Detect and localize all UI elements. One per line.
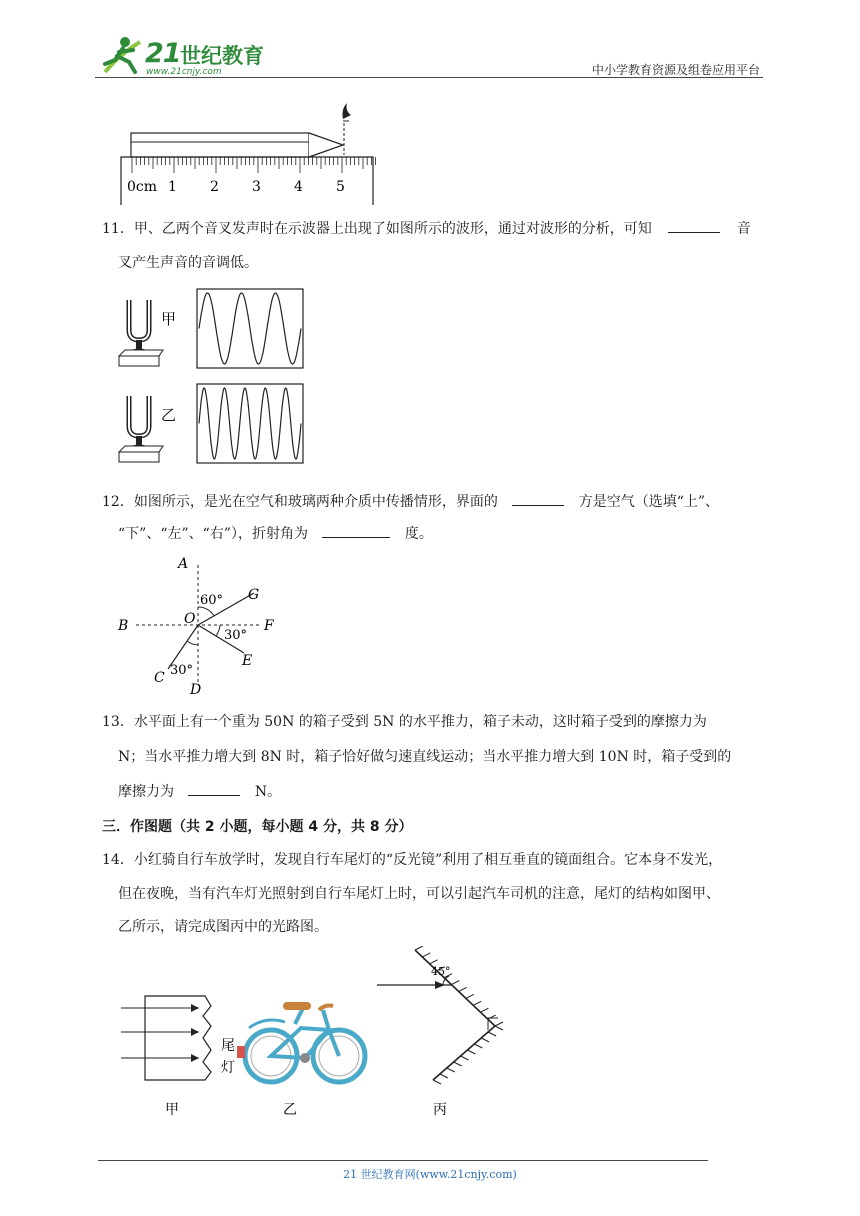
q12-answer-blank-1[interactable]	[512, 491, 564, 506]
q14-line3: 乙所示，请完成图丙中的光路图。	[118, 919, 328, 935]
mirror-hatch	[454, 1062, 462, 1066]
label-G: G	[248, 587, 260, 603]
q12-answer-blank-2[interactable]	[322, 523, 390, 538]
ruler-figure	[115, 95, 380, 207]
label-B: B	[118, 618, 129, 634]
header-platform-text: 中小学教育资源及组卷应用平台	[591, 63, 760, 77]
q12-line2-end: 度。	[404, 526, 433, 542]
label-weideng-2: 灯	[221, 1060, 235, 1076]
q13-line3	[118, 781, 281, 802]
mirror-hatch	[481, 1038, 489, 1042]
reflector-jia	[121, 996, 211, 1118]
angle-60: 60°	[200, 593, 224, 608]
bicycle-image	[237, 1002, 365, 1118]
logo-number: 21	[145, 38, 181, 69]
question-12	[102, 491, 762, 512]
section-3-title: 三．作图题（共 2 小题，每小题 4 分，共 8 分）	[102, 819, 413, 835]
q12-line2	[118, 523, 433, 544]
header-divider	[95, 77, 763, 78]
ruler	[121, 157, 376, 205]
mirror-hatch	[473, 1001, 481, 1005]
mirror-hatch	[422, 953, 430, 957]
mirror-hatch	[447, 1068, 455, 1072]
mirror-bing	[377, 946, 503, 1118]
tuning-fork-figure	[115, 284, 310, 474]
mirror-hatch	[451, 981, 459, 985]
mirror-hatch	[467, 1050, 475, 1054]
ruler-tick-2: 2	[210, 179, 219, 195]
tuning-fork-jia	[119, 300, 176, 366]
tail-light-figure	[115, 946, 515, 1122]
q11-answer-blank[interactable]	[668, 218, 720, 233]
q13-line3-end: N。	[254, 784, 282, 800]
mirror-hatch	[466, 994, 474, 998]
mirror-hatch	[433, 1080, 441, 1084]
tuning-fork-yi	[119, 396, 176, 462]
q13-answer-blank[interactable]	[188, 781, 240, 796]
fork-label-jia: 甲	[161, 310, 177, 328]
mirror-hatch	[495, 1026, 503, 1030]
q12-line2-text: “下”、“左”、“右”），折射角为	[118, 526, 308, 542]
label-A: A	[178, 556, 189, 572]
runner-logo-icon	[95, 34, 145, 78]
label-E: E	[242, 653, 253, 669]
eye-icon	[343, 103, 352, 155]
q13-line2: N；当水平推力增大到 8N 时，箱子恰好做匀速直线运动；当水平推力增大到 10N 时，箱子受到的	[118, 749, 732, 765]
mirror-hatch	[415, 946, 423, 950]
q13-line1: 13．水平面上有一个重为 50N 的箱子受到 5N 的水平推力，箱子未动，这时箱子受到的摩擦力为	[102, 714, 707, 730]
footer-text: 21 世纪教育网(www.21cnjy.com)	[343, 1168, 517, 1181]
mirror-hatch	[461, 1056, 469, 1060]
label-jia: 甲	[165, 1102, 179, 1118]
pencil	[131, 133, 343, 157]
label-bing: 丙	[433, 1102, 447, 1118]
question-11	[102, 218, 762, 239]
refraction-diagram	[112, 555, 282, 697]
mirror-hatch	[459, 987, 467, 991]
label-F: F	[264, 618, 274, 634]
fork-label-yi: 乙	[161, 406, 177, 424]
q13-line3-text: 摩擦力为	[118, 784, 174, 800]
q11-line1-end: 音	[736, 221, 751, 237]
ruler-tick-4: 4	[294, 179, 303, 195]
ruler-tick-3: 3	[252, 179, 261, 195]
q12-line1-text: 12．如图所示，是光在空气和玻璃两种介质中传播情形，界面的	[102, 494, 498, 510]
angle-30-right: 30°	[224, 628, 248, 643]
label-yi: 乙	[283, 1102, 297, 1118]
angle-45: 45°	[431, 965, 451, 978]
q11-line2: 叉产生声音的音调低。	[118, 255, 258, 271]
label-C: C	[154, 670, 165, 686]
q14-line2: 但在夜晚，当有汽车灯光照射到自行车尾灯上时，可以引起汽车司机的注意，尾灯的结构如图甲、	[118, 886, 720, 902]
mirror-hatch	[440, 1074, 448, 1078]
mirror-hatch	[480, 1008, 488, 1012]
footer-divider	[98, 1160, 708, 1161]
ruler-unit-label: 0cm	[127, 179, 158, 195]
mirror-hatch	[430, 960, 438, 964]
mirror-hatch	[474, 1044, 482, 1048]
angle-30-bottom: 30°	[170, 663, 194, 678]
q14-line1: 14．小红骑自行车放学时，发现自行车尾灯的“反光镜”利用了相互垂直的镜面组合。它本身不发光，	[102, 852, 723, 868]
label-O: O	[184, 611, 196, 627]
ruler-tick-1: 1	[168, 179, 177, 195]
mirror-hatch	[488, 1032, 496, 1036]
logo-text: 世纪教育	[180, 44, 264, 68]
mirror-hatch	[495, 1022, 503, 1026]
q11-line1-text: 11．甲、乙两个音叉发声时在示波器上出现了如图所示的波形，通过对波形的分析，可知	[102, 221, 652, 237]
label-D: D	[190, 682, 202, 697]
label-weideng-1: 尾	[221, 1038, 235, 1054]
logo-url: www.21cnjy.com	[146, 67, 222, 77]
q12-line1-end: 方是空气（选填“上”、	[578, 494, 720, 510]
ruler-tick-5: 5	[336, 179, 345, 195]
